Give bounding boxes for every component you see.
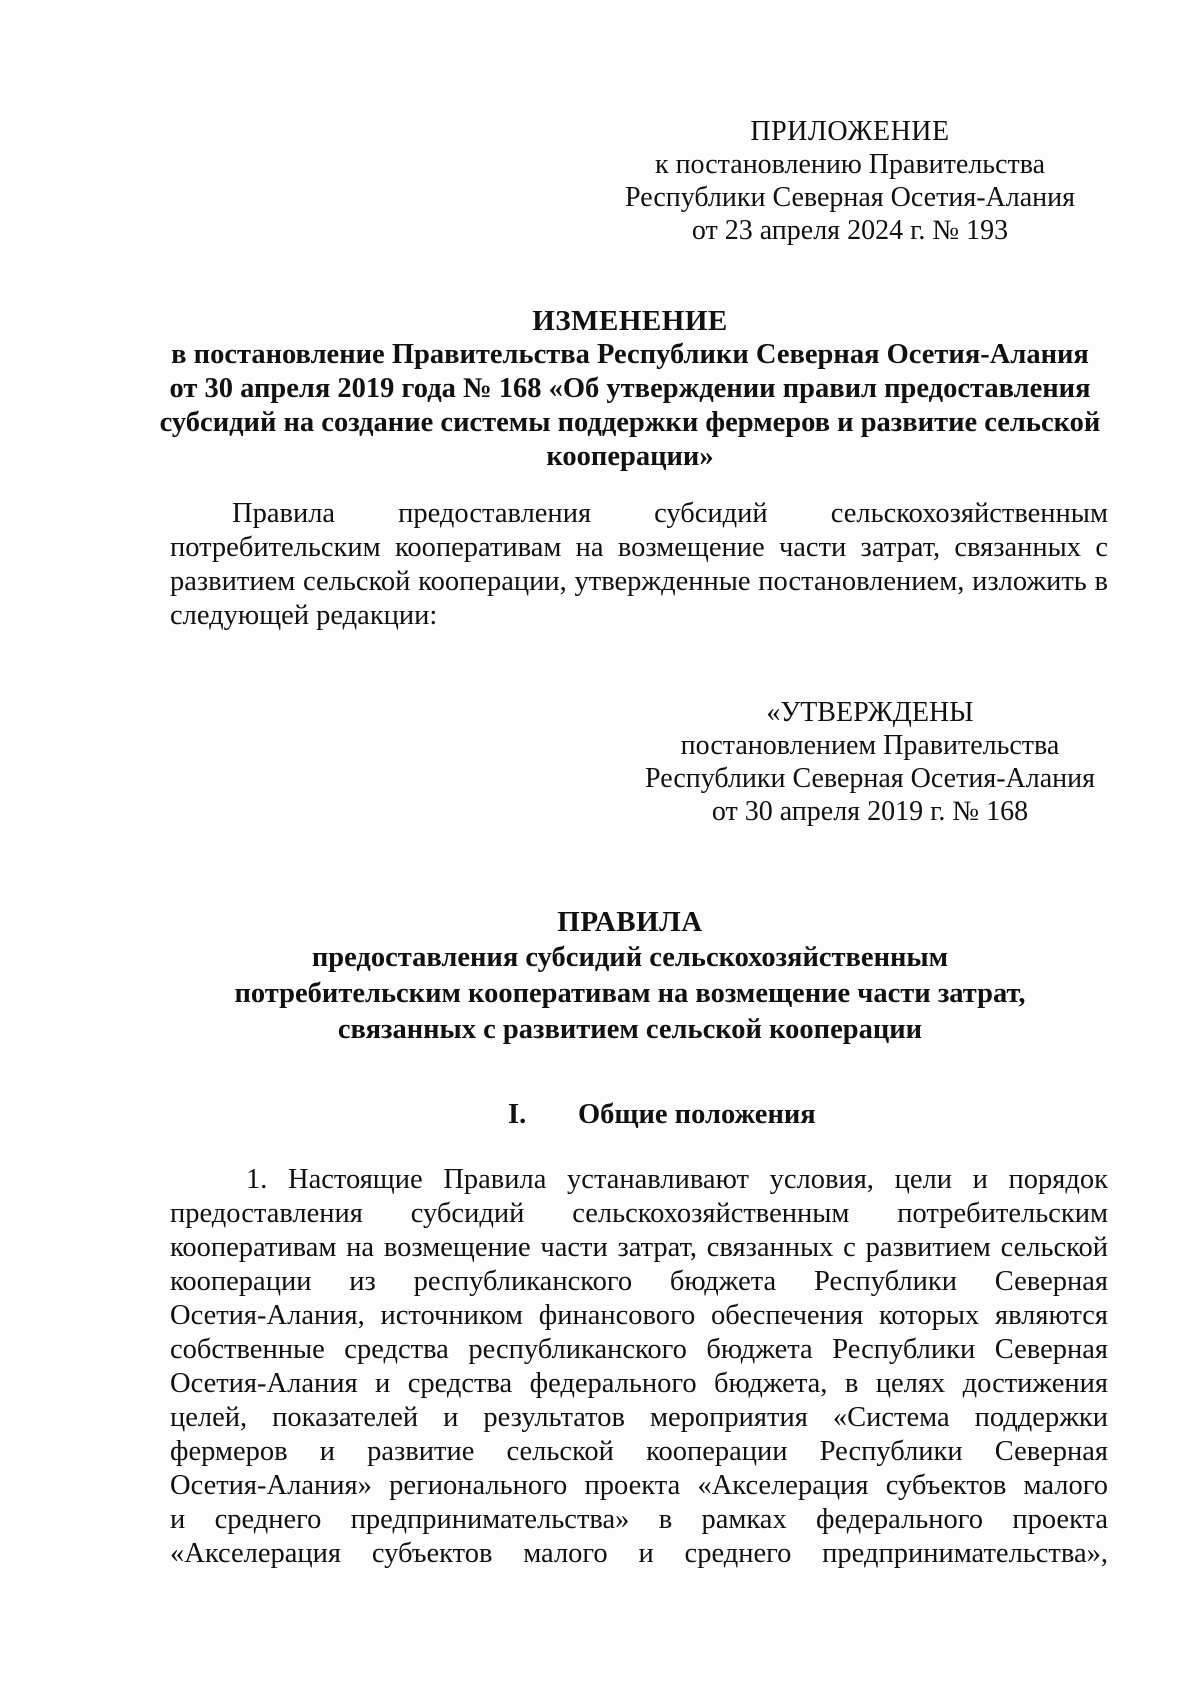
approved-stamp [640, 696, 1100, 828]
paragraph-line: Осетия-Алания, источником финансового обеспечения которых являются [170, 1300, 1108, 1331]
rules-heading [150, 904, 1110, 1048]
rules-line: связанных с развитием сельской кооперации [337, 1014, 923, 1045]
intro-paragraph [170, 497, 1108, 633]
paragraph-line: следующей редакции: [170, 600, 438, 631]
amendment-line: от 30 апреля 2019 года № 168 «Об утверждении правил предоставления [169, 373, 1091, 404]
approved-date: от 30 апреля 2019 г. № 168 [711, 796, 1029, 827]
paragraph-line: кооперативам на возмещение части затрат, связанных с развитием сельской [170, 1232, 1108, 1263]
clause-1 [170, 1163, 1108, 1571]
paragraph-line: 1. Настоящие Правила устанавливают условия, цели и порядок [246, 1164, 1108, 1195]
paragraph-line: и среднего предпринимательства» в рамках федерального проекта [170, 1504, 1108, 1535]
appendix-title: ПРИЛОЖЕНИЕ [750, 116, 950, 147]
paragraph-line: Правила предоставления субсидий сельскохозяйственным [232, 498, 1108, 529]
amendment-heading [150, 304, 1110, 474]
paragraph-line: кооперации из республиканского бюджета Республики Северная [170, 1266, 1108, 1297]
paragraph-line: собственные средства республиканского бюджета Республики Северная [170, 1334, 1108, 1365]
appendix-date: от 23 апреля 2024 г. № 193 [691, 215, 1009, 246]
paragraph-line: развитием сельской кооперации, утвержденные постановлением, изложить в [170, 566, 1108, 597]
section-heading [508, 1098, 816, 1132]
approved-title: «УТВЕРЖДЕНЫ [766, 697, 974, 728]
appendix-header [620, 115, 1080, 247]
rules-line: предоставления субсидий сельскохозяйственным [311, 942, 949, 973]
approved-line: постановлением Правительства [680, 730, 1060, 761]
amendment-title: ИЗМЕНЕНИЕ [532, 305, 728, 337]
section-number: I. [508, 1099, 527, 1130]
amendment-line: субсидий на создание системы поддержки фермеров и развитие сельской [159, 407, 1101, 438]
paragraph-line: предоставления субсидий сельскохозяйственным потребительским [170, 1198, 1108, 1229]
paragraph-line: фермеров и развитие сельской кооперации Республики Северная [170, 1436, 1108, 1467]
rules-title: ПРАВИЛА [557, 906, 703, 938]
appendix-line: Республики Северная Осетия-Алания [625, 182, 1075, 213]
approved-line: Республики Северная Осетия-Алания [645, 763, 1095, 794]
paragraph-line: целей, показателей и результатов мероприятия «Система поддержки [170, 1402, 1108, 1433]
amendment-line: кооперации» [546, 441, 714, 472]
rules-line: потребительским кооперативам на возмещение части затрат, [234, 978, 1026, 1009]
paragraph-line: «Акселерация субъектов малого и среднего предпринимательства», [170, 1538, 1108, 1569]
appendix-line: к постановлению Правительства [654, 149, 1046, 180]
paragraph-line: Осетия-Алания и средства федерального бюджета, в целях достижения [170, 1368, 1108, 1399]
section-title: Общие положения [578, 1099, 816, 1130]
paragraph-line: Осетия-Алания» регионального проекта «Акселерация субъектов малого [170, 1470, 1108, 1501]
paragraph-line: потребительским кооперативам на возмещение части затрат, связанных с [170, 532, 1108, 563]
amendment-line: в постановление Правительства Республики Северная Осетия-Алания [171, 339, 1089, 370]
